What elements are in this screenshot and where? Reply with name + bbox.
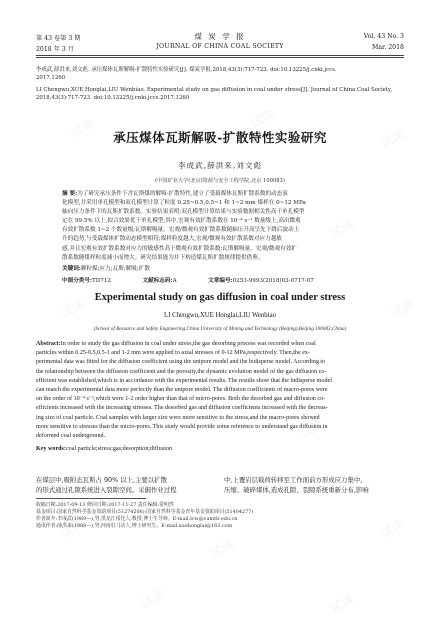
affiliation-cn: (中国矿业大学(北京)资源与安全工程学院,北京 100083) [155, 178, 285, 184]
keywords-en-label: Key words: [36, 446, 66, 452]
article-title-en: Experimental study on gas diffusion in coal under stress [94, 292, 346, 303]
abstract-cn-line: 定在 99.5% 以上,拟合效果优于单孔模型,其中,宏观有效扩散系数在 10⁻⁴ s⁻¹ 数量级上,高出微观 [62, 218, 301, 225]
doc-code-value: A [172, 278, 177, 284]
abstract-cn-label: 摘 要: [62, 191, 78, 197]
citation-cn [36, 66, 406, 83]
abstract-cn [62, 190, 392, 263]
citation-en-line: LI Chengwu,XUE Honglai,LIU Wenbiao. Experimental study on gas diffusion in coal under stress[J]. Journal of China Coal Society, [36, 87, 393, 93]
watermark-stamp: 试读 [118, 396, 147, 421]
abstract-cn-line: 感,并且宏观有效扩散系数对应力的敏感性高于微观有效扩散系数;瓦斯解吸量、宏观/微观有效扩 [62, 245, 297, 252]
journal-title-cn: 煤 炭 学 报 [194, 32, 246, 41]
classification-line [62, 276, 392, 284]
abstract-en-label: Abstract: [36, 341, 61, 347]
watermark-stamp: 试读 [378, 516, 407, 541]
footnote-line: 作者简介:李成武(1969—),男,黑龙江绥化人,教授,博士生导师。E-mail:lcw@cumtb.edu.cn [36, 515, 238, 522]
body-line: 的形式通过孔隙系统进入裂隙空间。采掘作业过程 [36, 485, 177, 494]
keywords-en [36, 446, 172, 452]
watermark-stamp: 试读 [68, 116, 97, 141]
watermark-stamp: 试读 [208, 536, 237, 561]
watermark-stamp: 试读 [148, 211, 177, 236]
watermark-stamp: 试读 [298, 416, 327, 441]
footnote-line: 收稿日期:2017-09-13 修回日期:2017-11-27 责任编辑:常明然 [36, 502, 174, 508]
keywords-cn [62, 265, 150, 274]
citation-cn-line: 李成武,薛洪来,刘文彪. 承压煤体瓦斯解吸-扩散特性实验研究[J]. 煤炭学报,2018,43(3):717-723. doi:10.13225/j.cnki.jccs. [36, 67, 337, 73]
volume-issue-en: Vol. 43 No. 3 [363, 33, 404, 40]
footnote-line: 基金项目:国家自然科学基金资助项目(51274206);国家自然科学基金青年基金资助项目(51404277) [36, 508, 254, 515]
abstract-en [36, 340, 406, 441]
body-right-text [224, 476, 406, 495]
doc-code-label: 文献标志码: [142, 278, 173, 284]
citation-en [36, 86, 406, 103]
watermark-stamp: 试读 [378, 126, 407, 151]
abstract-en-line: efficient was established,which is in accordance with the experimental results. The results show that the bidisperse model [36, 377, 332, 384]
abstract-en-line: deformed coal underground. [36, 433, 106, 440]
article-number-value: 0253-9993(2018)03-0717-07 [232, 278, 314, 284]
keywords-cn-text: 颗粒煤;应力;瓦斯;解吸;扩散 [80, 266, 150, 272]
abstract-en-line: the relationship between the diffusion coefficient and the porosity,the dynamic evolution model of the gas diffusion co- [36, 368, 327, 375]
watermark-stamp: 试读 [328, 591, 357, 616]
footnotes [36, 502, 406, 530]
abstract-en-body [36, 340, 406, 441]
abstract-en-line: efficients increased with the increasing stresses. The desorbed gas and diffusion coefficients increased with the decreas- [36, 405, 328, 412]
body-left-text [36, 476, 218, 495]
authors-cn: 李成武,薛洪来,刘文彪 [177, 161, 263, 170]
body-column-right [224, 476, 406, 495]
abstract-en-line [36, 340, 406, 349]
article-title-cn: 承压煤体瓦斯解吸-扩散特性实验研究 [113, 130, 327, 145]
abstract-cn-line: 有效扩散系数 1~2 个数量级;瓦斯解吸量、宏观/微观有效扩散系数随轴压升高呈先下降后波动上 [62, 227, 300, 234]
footnote-rule [36, 498, 146, 499]
header-rule-bottom [36, 57, 404, 58]
abstract-en-line: perimental data was fitted for the diffusion coefficient using the unipore model and the bidisperse model. According to [36, 359, 326, 366]
citation-cn-line: 2017.1260 [36, 75, 66, 82]
watermark-stamp: 试读 [58, 296, 87, 321]
watermark-stamp: 试读 [248, 106, 277, 131]
watermark-stamp: 试读 [238, 326, 267, 351]
abstract-en-line: ing size of coal particle. Coal samples with larger size were more sensitive to the stress,and the macro-pores showed [36, 414, 320, 421]
body-line: 中,上覆岩层载荷转移至工作面前方形成应力集中, [224, 476, 363, 484]
abstract-cn-line: 散系数随煤样粒度减小而增大。研究结果能为井下构造煤瓦斯扩散规律提供借鉴。 [62, 254, 264, 261]
abstract-cn-line: 轴向压力条件下的瓦斯扩散系数。实验结果表明:双孔模型计算结果与实验数据相关性高于单孔模型 [62, 209, 305, 216]
watermark-stamp: 试读 [388, 296, 417, 321]
clc-value: TD712 [92, 278, 111, 284]
affiliation-en: (School of Resource and Safety Engineering,China University of Mining and Technology (Beijing),Beijing 100083,China) [93, 326, 347, 332]
abstract-cn-line-text: 为了研究承压条件下含瓦斯煤的解吸-扩散特性,建立了受载煤体瓦斯扩散系数的动态演 [77, 191, 288, 197]
footnote-list [36, 502, 406, 530]
body-line: 在煤层中,吸附态瓦斯占 90% 以上,主要以扩散 [36, 476, 167, 484]
keywords-en-text: coal particle;stress;gas;desorption;diffusion [65, 446, 172, 452]
abstract-cn-line: 升的趋势,与受载煤体扩散动态模型相符;煤样粒度越大,宏观/微观有效扩散系数对应力越敏 [62, 236, 282, 243]
abstract-en-line: on the order of 10⁻⁴ s⁻¹,which were 1-2 order higher than that of micro-pores. Both the desorbed gas and diffusion co- [36, 396, 326, 403]
abstract-en-line: particles within 0.25-0.5,0.5-1 and 1-2 mm were applied to axial stresses of 0-12 MPa,respectively. Then,the ex- [36, 350, 310, 357]
body-line: 压缩、破碎煤体,造成孔隙、裂隙系统重新分布,影响 [224, 485, 369, 494]
watermark-stamp: 试读 [138, 586, 167, 611]
abstract-en-line: more sensitive to stresses than the micro-pores. This study would provide some reference to understand gas diffusion in [36, 423, 328, 430]
watermark-stamp: 试读 [58, 516, 87, 541]
article-number-label: 文章编号: [208, 278, 233, 284]
publish-date: 2018 年 3 月 [36, 46, 74, 53]
header-rule-top [36, 55, 404, 56]
volume-issue: 第 43 卷第 3 期 [36, 35, 81, 42]
watermark-stamp: 试读 [328, 216, 357, 241]
abstract-en-line-text: In order to study the gas diffusion in coal under stress,the gas desorbing process was recorded when coal [60, 341, 316, 347]
journal-title-en: JOURNAL OF CHINA COAL SOCIETY [156, 43, 284, 50]
abstract-cn-line [62, 190, 392, 199]
abstract-cn-body [62, 190, 392, 263]
authors-en: LI Chengwu,XUE Honglai,LIU Wenbiao [163, 312, 277, 319]
publish-date-en: Mar. 2018 [372, 44, 404, 51]
keywords-cn-label: 关键词: [62, 266, 81, 272]
abstract-en-line: can match the experimental data more perfectly than the unipore model. The diffusion coefficients of macro-pores were [36, 387, 328, 394]
citation-en-line: 2018,43(3):717-723. doi:10.13225/j.cnki.jccs.2017.1260 [36, 95, 190, 102]
footnote-line: 通讯作者:薛洪来(1988—),男,河南驻马店人,博士研究生。E-mail:xuehonglai@163.com [36, 522, 233, 529]
clc-label: 中图分类号: [62, 278, 93, 284]
abstract-cn-line: 化模型,并采用单孔模型和双孔模型计算了粒度 0.25~0.5,0.5~1 和 1~2 mm 煤样在 0~12 MPa [62, 200, 306, 207]
body-column-left [36, 476, 218, 495]
